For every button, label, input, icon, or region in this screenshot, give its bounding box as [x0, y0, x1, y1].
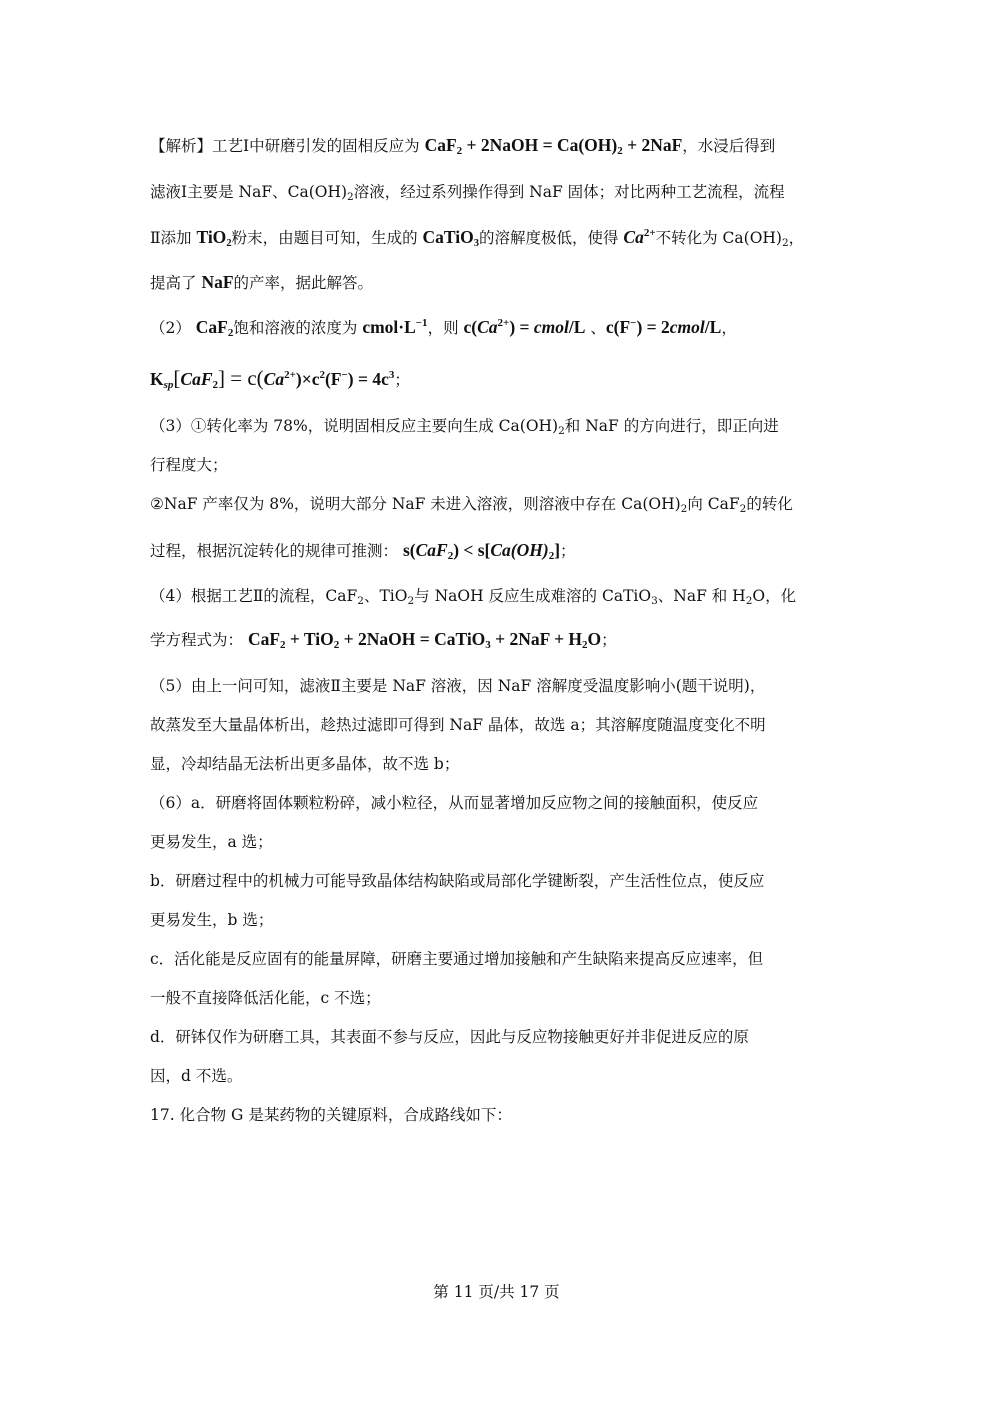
equation-c-f: c(F−) = 2cmol/L: [605, 317, 722, 337]
question-17-intro: 17. 化合物 G 是某药物的关键原料，合成路线如下：: [150, 1106, 512, 1124]
answer-6-line-1: （6）a．研磨将固体颗粒粉碎，减小粒径，从而显著增加反应物之间的接触面积，使反应: [150, 794, 759, 812]
answer-6-line-2: 更易发生，a 选；: [150, 833, 273, 851]
solubility-inequality: $s(CaF_2) < s[Ca(OH)_2]$: [402, 540, 561, 562]
page-footer: 第 11 页/共 17 页: [433, 1283, 560, 1301]
formula-ca-ion: $Ca^{2+}$: [623, 227, 656, 247]
answer-3-line-1: （3）①转化率为 78%，说明固相反应主要向生成 $Ca(OH)_2$和 NaF 的方向进行，即正向进: [150, 417, 779, 437]
answer-6-line-7: d．研钵仅作为研磨工具，其表面不参与反应，因此与反应物接触更好并非促进反应的原: [150, 1028, 749, 1046]
equation-caf2-naoh: CaF$_2$ + 2NaOH = $Ca(OH)_2 + 2NaF$: [424, 135, 683, 157]
answer-4-line-2: 学方程式为： CaF$_2$ + TiO$_2$ + 2NaOH = CaTiO$_3$ + $2NaF + H_2O$；: [150, 629, 617, 651]
answer-2-line-1: （2） CaF$_2$饱和溶液的浓度为 $cmol\cdot L^{-1}$，则 $c(Ca^{2+})$ = cmol/L 、c(F−) = 2cmol/L，: [150, 317, 737, 339]
answer-6-line-6: 一般不直接降低活化能，c 不选；: [150, 989, 381, 1007]
analysis-line-2: 滤液Ⅰ主要是 NaF、$Ca(OH)_2$溶液，经过系列操作得到 NaF 固体；对比两种工艺流程，流程: [150, 183, 785, 203]
answer-3-line-2: 行程度大；: [150, 456, 228, 474]
answer-6-line-5: c．活化能是反应固有的能量屏障，研磨主要通过增加接触和产生缺陷来提高反应速率，但: [150, 950, 764, 968]
equation-c-ca: $c(Ca^{2+})$ = cmol/L: [463, 317, 586, 337]
answer-6-line-8: 因，d 不选。: [150, 1067, 243, 1085]
answer-6-line-4: 更易发生，b 选；: [150, 911, 274, 929]
answer-4-line-1: （4）根据工艺Ⅱ的流程，CaF$_2$、TiO$_2$与 NaOH 反应生成难溶的 CaTiO$_3$、NaF 和 $H_2O$，化: [150, 587, 797, 607]
formula-catio3: CaTiO$_3$: [422, 227, 479, 249]
analysis-line-3: Ⅱ添加 TiO$_2$粉末，由题目可知，生成的 CaTiO$_3$的溶解度极低，使得 $Ca^{2+}$不转化为 $Ca(OH)_2$，: [150, 227, 805, 249]
equation-catio3-reaction: CaF$_2$ + TiO$_2$ + 2NaOH = CaTiO$_3$ + $2NaF + H_2O$: [247, 629, 602, 651]
analysis-line-1: 【解析】工艺Ⅰ中研磨引发的固相反应为 CaF$_2$ + 2NaOH = $Ca(OH)_2 + 2NaF$，水浸后得到: [150, 135, 776, 157]
formula-caf2: CaF$_2$: [195, 317, 234, 339]
answer-3-line-4: 过程，根据沉淀转化的规律可推测： $s(CaF_2) < s[Ca(OH)_2]$；: [150, 540, 576, 562]
answer-2-line-2: $K_{sp}[CaF_2] = c(Ca^{2+})\times c^2(F^-) = 4c^3$；: [150, 366, 410, 391]
equation-ksp: $K_{sp}[CaF_2] = c(Ca^{2+})\times c^2(F^-) = 4c^3$: [150, 366, 395, 391]
answer-5-line-3: 显，冷却结晶无法析出更多晶体，故不选 b；: [150, 755, 460, 773]
concentration-unit: $cmol\cdot L^{-1}$: [362, 317, 428, 337]
answer-5-line-2: 故蒸发至大量晶体析出，趁热过滤即可得到 NaF 晶体，故选 a；其溶解度随温度变化不明: [150, 716, 766, 734]
answer-3-line-3: ②NaF 产率仅为 8%，说明大部分 NaF 未进入溶液，则溶液中存在 $Ca(OH)_2$向 CaF$_2$的转化: [150, 495, 793, 515]
formula-tio2: TiO$_2$: [196, 227, 232, 249]
formula-naf: NaF: [201, 272, 234, 292]
analysis-line-4: 提高了 NaF的产率，据此解答。: [150, 272, 374, 292]
answer-6-line-3: b．研磨过程中的机械力可能导致晶体结构缺陷或局部化学键断裂，产生活性位点，使反应: [150, 872, 765, 890]
answer-5-line-1: （5）由上一问可知，滤液Ⅱ主要是 NaF 溶液，因 NaF 溶解度受温度影响小(题干说明)，: [150, 677, 766, 695]
